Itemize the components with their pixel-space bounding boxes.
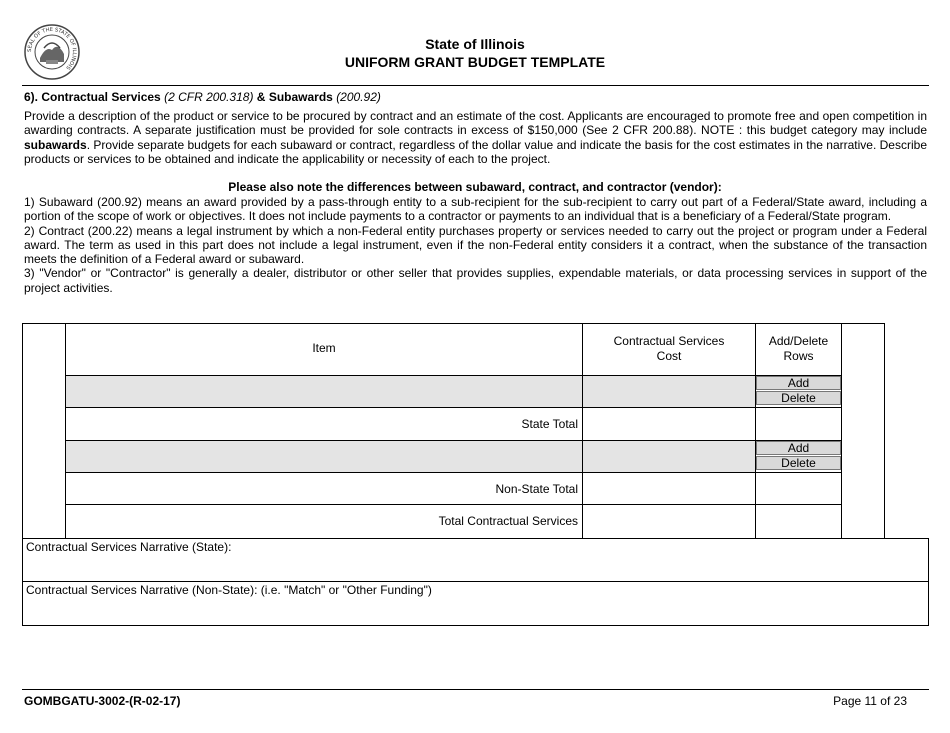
footer-divider xyxy=(22,689,929,690)
page-number: Page 11 of 23 xyxy=(833,694,907,708)
state-title: State of Illinois xyxy=(425,36,525,52)
state-seal-icon xyxy=(24,24,80,80)
state-item-input[interactable] xyxy=(65,375,583,408)
section-description: Provide a description of the product or service to be procured by contract and an estimate of the cost. Applicants are encouraged to promote free and open competition in awarding contracts. A separate justification must be provided for sole contracts in excess of $150,000 (See 2 CFR 200.88). NOTE : this budget category may include subawards. Provide separate budgets for each subaward or contract, regardless of the dollar value and indicate the basis for the cost estimates in the narrative. Describe products or services to be obtained and indicate the applicability or necessity of each to the project. xyxy=(24,109,927,166)
total-label: Total Contractual Services xyxy=(438,514,578,528)
page-title: UNIFORM GRANT BUDGET TEMPLATE xyxy=(344,54,606,70)
state-add-row-button[interactable]: Add xyxy=(756,376,841,390)
column-header-cost: Contractual Services Cost xyxy=(613,334,725,363)
section-title: 6). Contractual Services (2 CFR 200.318) & Subawards (200.92) xyxy=(24,90,381,104)
header-divider xyxy=(22,85,929,86)
state-narrative-label: Contractual Services Narrative (State): xyxy=(26,540,232,554)
state-delete-row-button[interactable]: Delete xyxy=(756,391,841,405)
non-state-total-label: Non-State Total xyxy=(495,482,578,496)
non-state-narrative-field[interactable] xyxy=(22,581,929,626)
note-heading: Please also note the differences between subaward, contract, and contractor (vendor): xyxy=(228,180,722,194)
svg-text:SEAL OF THE STATE OF ILLINOIS: SEAL OF THE STATE OF ILLINOIS xyxy=(26,26,78,71)
state-total-value xyxy=(582,407,756,441)
state-total-label: State Total xyxy=(521,417,578,431)
state-cost-input[interactable] xyxy=(582,375,756,408)
column-header-rows: Add/Delete Rows xyxy=(768,334,829,363)
total-value xyxy=(582,504,756,539)
non-state-cost-input[interactable] xyxy=(582,440,756,473)
non-state-narrative-label: Contractual Services Narrative (Non-State): (i.e. "Match" or "Other Funding") xyxy=(26,583,432,597)
form-id: GOMBGATU-3002-(R-02-17) xyxy=(24,694,181,708)
column-header-item: Item xyxy=(312,341,336,355)
non-state-add-row-button[interactable]: Add xyxy=(756,441,841,455)
non-state-total-value xyxy=(582,472,756,505)
definitions: 1) Subaward (200.92) means an award provided by a pass-through entity to a sub-recipient for the sub-recipient to carry out part of a Federal/State award, including a portion of the scope of work or objectives. It does not include payments to a contractor or payments to an individual that is a beneficiary of a Federal/State program. 2) Contract (200.22) means a legal instrument by which a non-Federal entity purchases property or services needed to carry out the project or program under a Federal award. The term as used in this part does not include a legal instrument, even if the non-Federal entity considers it a contract, when the substance of the transaction meets the definition of a Federal award or subaward. 3) "Vendor" or "Contractor" is generally a dealer, distributor or other seller that provides supplies, expendable materials, or data processing services in support of the project activities. xyxy=(24,195,927,295)
non-state-item-input[interactable] xyxy=(65,440,583,473)
non-state-delete-row-button[interactable]: Delete xyxy=(756,456,841,470)
state-narrative-field[interactable] xyxy=(22,538,929,582)
